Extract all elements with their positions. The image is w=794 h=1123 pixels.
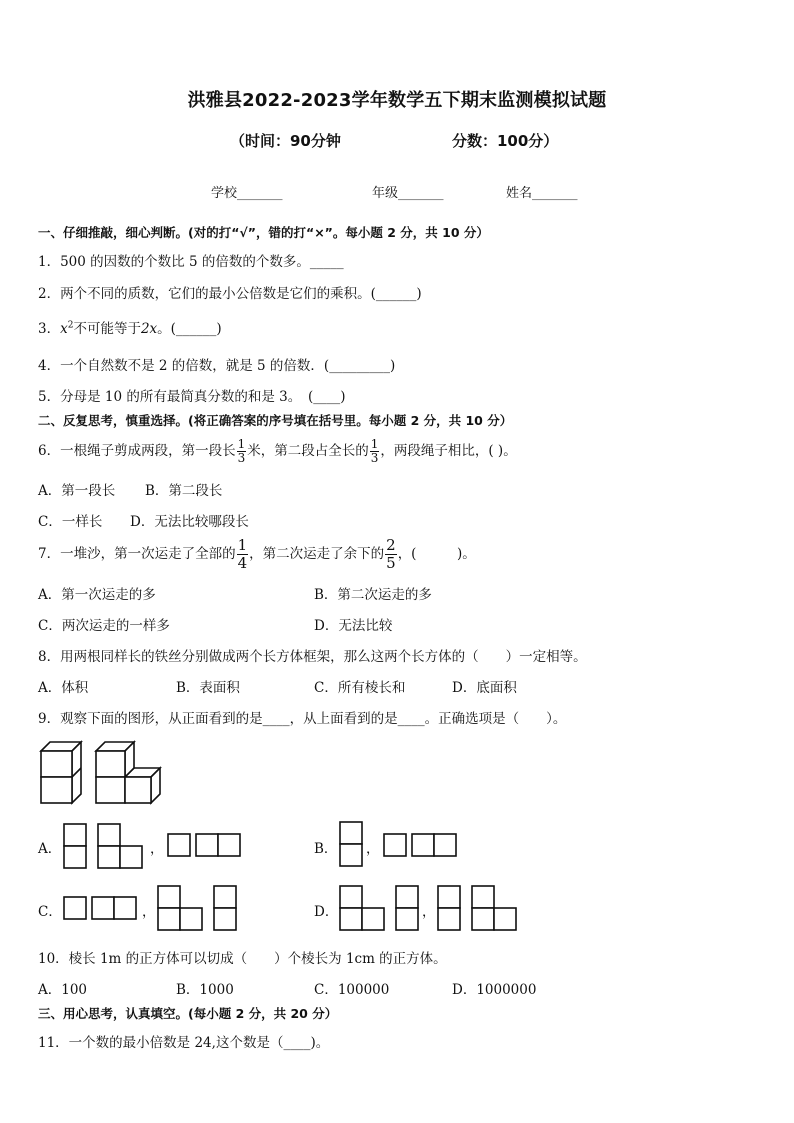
fraction-one-third: $\frac{1}{3}$: [370, 437, 379, 465]
q10-option-c: C．100000: [314, 982, 390, 998]
q9-option-c-top-view: [156, 884, 240, 932]
q8-option-a: A．体积: [38, 680, 89, 696]
q9-option-b-front-view: [338, 820, 364, 868]
section2-heading: 二、反复思考，慎重选择。(将正确答案的序号填在括号里。每小题 2 分，共 10 分）: [38, 413, 513, 428]
q9-option-d-front-view: [338, 884, 422, 932]
q9-option-d-top-view: [436, 884, 522, 932]
q9-option-d-comma: ，: [422, 904, 436, 920]
q9-option-a-front-view: [62, 822, 148, 870]
q10-option-d: D．1000000: [452, 982, 537, 998]
fraction-two-fifths: $\frac{2}{5}$: [386, 536, 396, 572]
q6-option-d: D．无法比较哪段长: [130, 514, 249, 530]
question-5: 5．分母是 10 的所有最简真分数的和是 3。 (____): [38, 389, 346, 405]
question-7: 7．一堆沙，第一次运走了全部的 $\frac{1}{4}$ ，第二次运走了余下的 $\frac{2}{5}$ ，( )。: [38, 536, 476, 572]
q9-option-c-comma: ，: [142, 904, 156, 920]
question-3: 3．$x^2$不可能等于2x。(______): [38, 320, 222, 337]
fraction-one-quarter: $\frac{1}{4}$: [237, 536, 248, 572]
q10-option-b: B．1000: [176, 982, 234, 998]
fraction-one-third: $\frac{1}{3}$: [237, 437, 246, 465]
q9-option-d-label: D．: [314, 904, 339, 920]
q9-option-b-label: B．: [314, 841, 338, 857]
exam-time: （时间：90分钟: [230, 132, 341, 150]
grade-field: 年级_______: [372, 186, 444, 201]
q7-option-a: A．第一次运走的多: [38, 587, 156, 603]
q7-option-c: C．两次运走的一样多: [38, 618, 170, 634]
q9-option-a-top-view: [166, 832, 244, 858]
question-10: 10．棱长 1m 的正方体可以切成（ ）个棱长为 1cm 的正方体。: [38, 951, 447, 967]
q6-option-c: C．一样长: [38, 514, 103, 530]
q9-option-b-top-view: [382, 832, 462, 858]
q9-option-b-comma: ，: [366, 841, 380, 857]
exam-title: 洪雅县2022-2023学年数学五下期末监测模拟试题: [187, 90, 607, 111]
question-6: 6．一根绳子剪成两段，第一段长 $\frac{1}{3}$ 米，第二段占全长的 $\frac{1}{3}$ ，两段绳子相比，( )。: [38, 437, 517, 465]
q8-option-c: C．所有棱长和: [314, 680, 406, 696]
q6-option-b: B．第二段长: [145, 483, 223, 499]
q9-option-a-comma: ，: [150, 841, 164, 857]
q10-option-a: A．100: [38, 982, 88, 998]
question-8: 8．用两根同样长的铁丝分别做成两个长方体框架，那么这两个长方体的（ ）一定相等。: [38, 649, 587, 665]
q8-option-d: D．底面积: [452, 680, 517, 696]
question-2: 2．两个不同的质数，它们的最小公倍数是它们的乘积。(______): [38, 286, 422, 302]
question-4: 4．一个自然数不是 2 的倍数，就是 5 的倍数．(_________): [38, 358, 396, 374]
section1-heading: 一、仔细推敲，细心判断。(对的打“√”，错的打“×”。每小题 2 分，共 10 分）: [38, 225, 489, 240]
q9-option-c-front-view: [62, 895, 142, 921]
name-field: 姓名_______: [506, 186, 578, 201]
q9-cube-figure: [38, 738, 163, 806]
q6-option-a: A．第一段长: [38, 483, 116, 499]
question-1: 1．500 的因数的个数比 5 的倍数的个数多。_____: [38, 254, 344, 270]
q9-option-c-label: C．: [38, 904, 62, 920]
question-9: 9．观察下面的图形，从正面看到的是____，从上面看到的是____。正确选项是（ ）。: [38, 711, 567, 727]
q7-option-b: B．第二次运走的多: [314, 587, 432, 603]
q8-option-b: B．表面积: [176, 680, 240, 696]
school-field: 学校_______: [211, 186, 283, 201]
exam-score: 分数：100分）: [452, 132, 559, 150]
q9-option-a-label: A．: [38, 841, 62, 857]
question-11: 11．一个数的最小倍数是 24,这个数是（____)。: [38, 1035, 330, 1051]
section3-heading: 三、用心思考，认真填空。(每小题 2 分，共 20 分）: [38, 1006, 338, 1021]
q7-option-d: D．无法比较: [314, 618, 393, 634]
